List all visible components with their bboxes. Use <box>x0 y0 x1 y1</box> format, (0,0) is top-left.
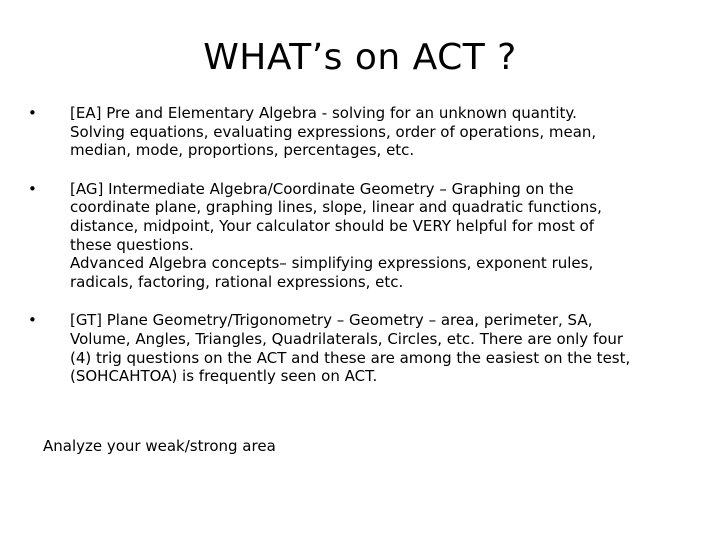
bullet-text-line: Advanced Algebra concepts– simplifying expressions, exponent rules, <box>70 254 594 273</box>
bullet-text-line: (SOHCAHTOA) is frequently seen on ACT. <box>70 367 378 386</box>
bullet-separator: – <box>434 179 452 198</box>
bullet-first-line <box>70 104 678 123</box>
bullet-text-line: Graphing on the <box>451 179 574 198</box>
bullet-text-line: Volume, Angles, Triangles, Quadrilaterals, Circles, etc. There are only four <box>70 329 624 348</box>
bullet-dot-icon: • <box>28 179 37 198</box>
bullet-item-ea <box>28 104 678 160</box>
bullet-separator: – <box>331 311 349 330</box>
bullet-text-line: median, mode, proportions, percentages, etc. <box>70 141 415 160</box>
bullet-list <box>28 104 678 386</box>
bullet-text-line: solving for an unknown quantity. <box>331 104 577 122</box>
bullet-text-line: (4) trig questions on the ACT and these are among the easiest on the test, <box>70 348 631 367</box>
bullet-first-line <box>70 180 678 199</box>
bullet-text-line: Geometry – area, perimeter, SA, <box>349 311 593 330</box>
bullet-topic: Pre and Elementary Algebra <box>106 104 318 122</box>
bullet-item-ag <box>28 180 678 292</box>
bullet-tag: [AG] <box>70 179 104 198</box>
bullet-text-line: Solving equations, evaluating expressions, order of operations, mean, <box>70 122 597 141</box>
bullet-dot-icon: • <box>28 311 37 330</box>
bullet-text-line: coordinate plane, graphing lines, slope, linear and quadratic functions, <box>70 198 602 217</box>
footer-note: Analyze your weak/strong area <box>43 437 276 455</box>
bullet-separator: - <box>317 104 332 122</box>
bullet-text-line: distance, midpoint, Your calculator should be VERY helpful for most of <box>70 216 595 235</box>
bullet-tag: [GT] <box>70 311 102 330</box>
bullet-dot-icon: • <box>28 104 37 122</box>
bullet-tag: [EA] <box>70 104 102 122</box>
bullet-text-line: these questions. <box>70 235 194 254</box>
bullet-text-line: radicals, factoring, rational expressions, etc. <box>70 272 404 291</box>
bullet-topic: Intermediate Algebra/Coordinate Geometry <box>108 179 435 198</box>
bullet-topic: Plane Geometry/Trigonometry <box>106 311 332 330</box>
bullet-first-line <box>70 311 678 330</box>
slide-title: WHAT’s on ACT ? <box>203 37 517 78</box>
bullet-item-gt <box>28 311 678 385</box>
